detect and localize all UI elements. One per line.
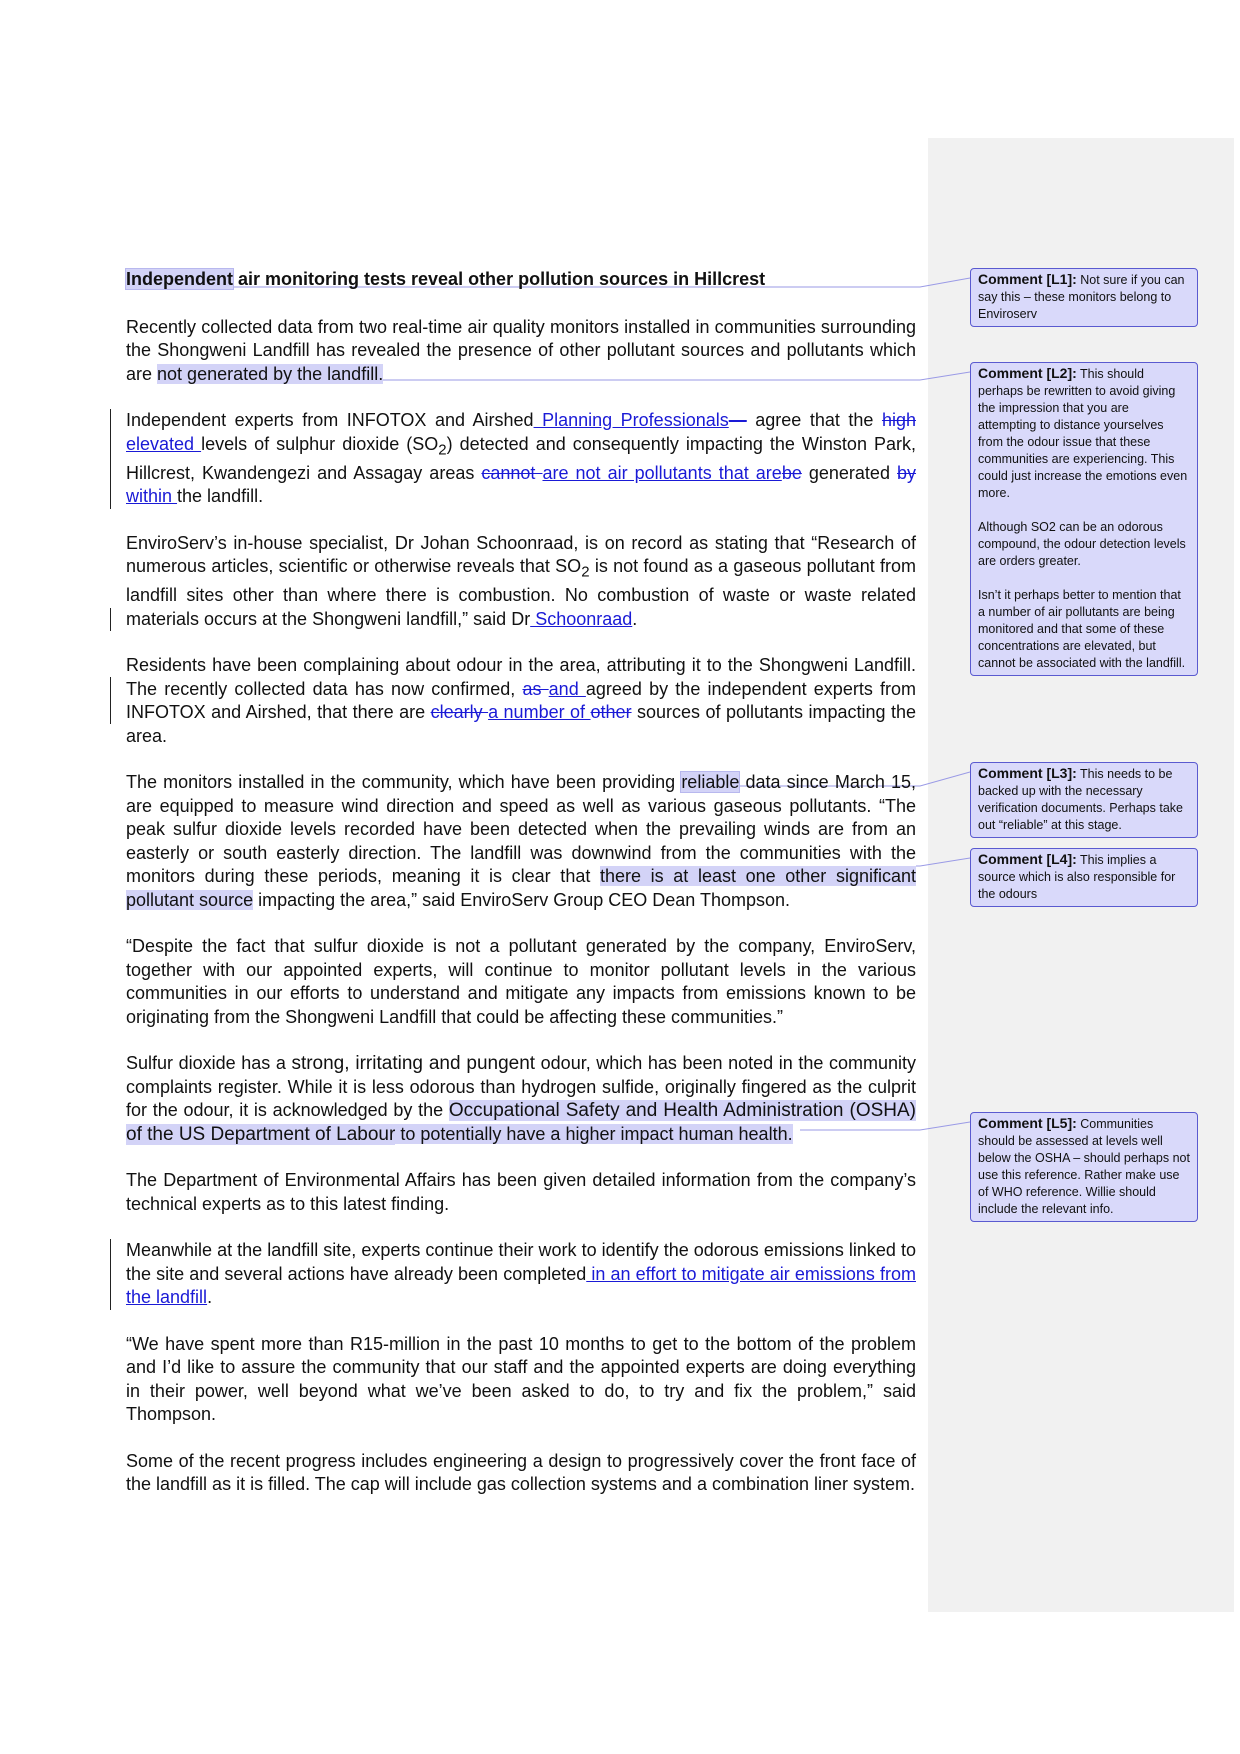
subscript: 2: [581, 563, 590, 581]
article-body: [126, 268, 916, 1520]
paragraph-3: [126, 532, 916, 632]
text-run: levels of sulphur dioxide (SO: [201, 433, 439, 454]
text-run: ) detected and consequently impacting the Winston Park, Hillcrest, Kwandengezi and Assagay areas: [126, 433, 916, 483]
deletion: —: [728, 410, 747, 430]
comment-label: Comment [L2]:: [978, 365, 1077, 381]
comment-label: Comment [L3]:: [978, 765, 1077, 781]
paragraph-8: The Department of Environmental Affairs has been given detailed information from the company’s technical experts as to this latest finding.: [126, 1170, 916, 1214]
text-run: data since March 15, are equipped to measure wind direction and speed as well as various gaseous pollutants. “The peak sulfur dioxide levels recorded have been detected when the prevailing winds are from an easterly or south easterly direction. The landfill was downwind from the communities with the monitors during these periods, meaning it is clear that: [126, 772, 916, 887]
text-run: is not found as a gaseous pollutant from landfill sites other than where there is combustion. No combustion of waste or waste related materials occurs at the Shongweni landfill,” said Dr: [126, 556, 917, 629]
paragraph-11: Some of the recent progress includes engineering a design to progressively cover the front face of the landfill as it is filled. The cap will include gas collection systems and a combination liner system.: [126, 1450, 916, 1495]
text-run: the landfill.: [177, 486, 264, 507]
text-run: sources of pollutants impacting the area.: [126, 702, 917, 746]
paragraph-1-text: Recently collected data from two real-time air quality monitors installed in communities surrounding the Shongweni Landfill has revealed the presence of other pollutant sources and pollutants which are: [126, 316, 916, 384]
deletion: clearly: [430, 702, 489, 723]
text-run: agree that the: [746, 410, 882, 430]
comment-text: This needs to be backed up with the necessary verification documents. Perhaps take out “reliable” at this stage.: [978, 767, 1183, 832]
highlight-osha: Occupational Safety and Health Administration (OSHA) of the US Department of Labour: [126, 1100, 916, 1145]
insertion: within: [126, 486, 178, 507]
insertion: and: [548, 678, 586, 699]
paragraph-6: “Despite the fact that sulfur dioxide is not a pollutant generated by the company, EnviroServ, together with our appointed experts, will continue to monitor pollutant levels in the various communities in our efforts to understand and mitigate any impacts from emissions known to be originating from the Shongweni Landfill that could be affecting these communities.”: [126, 936, 916, 1027]
deletion: by: [897, 462, 917, 483]
text-run: Meanwhile at the landfill site, experts continue their work to identify the odorous emissions linked to the site and several actions have already been completed: [126, 1240, 916, 1284]
deletion: cannot: [481, 462, 543, 483]
paragraph-4: [126, 654, 916, 748]
comment-l5[interactable]: [970, 1112, 1198, 1222]
highlight-pollutant-source: there is at least one other significant pollutant source: [126, 866, 916, 910]
comment-l3[interactable]: [970, 762, 1198, 838]
text-run: Sulfur dioxide has a: [126, 1053, 292, 1074]
insertion: Schoonraad: [530, 608, 633, 629]
subscript: 2: [438, 441, 447, 459]
text-run: odour, which has been noted in the community complaints register. While it is less odorous than hydrogen sulfide, originally fingered as the culprit for the odour, it is acknowledged by the: [126, 1053, 916, 1121]
text-run: Residents have been complaining about odour in the area, attributing it to the Shongweni Landfill. The recently collected data has now confirmed,: [126, 655, 916, 699]
change-bar: [110, 677, 111, 724]
comment-l1[interactable]: [970, 268, 1198, 327]
deletion: other: [590, 702, 632, 723]
comment-text: Not sure if you can say this – these monitors belong to Enviroserv: [978, 273, 1185, 321]
highlight-reliable: reliable: [681, 772, 740, 793]
insertion: in an effort to mitigate air emissions from the landfill: [126, 1263, 916, 1308]
highlight-osha-rest: to potentially have a higher impact human health.: [395, 1123, 793, 1144]
text-run: impacting the area,” said EnviroServ Group CEO Dean Thompson.: [253, 889, 791, 910]
paragraph-2: [126, 409, 916, 509]
insertion: Planning Professionals: [533, 410, 729, 430]
paragraph-10: “We have spent more than R15-million in the past 10 months to get to the bottom of the problem and I’d like to assure the community that our staff and the appointed experts are doing everything in their power, well beyond what we’ve been asked to do, to try and fix the problem,” said Thompson.: [126, 1333, 916, 1425]
title-highlight: Independent: [126, 269, 233, 289]
comment-text: Communities should be assessed at levels well below the OSHA – should perhaps not use this reference. Rather make use of WHO reference. Willie should include the relevant info.: [978, 1117, 1190, 1216]
text-run: Independent experts from INFOTOX and Airshed: [126, 410, 534, 430]
deletion: high: [881, 410, 916, 430]
paragraph-1: [126, 316, 916, 387]
change-bar: [110, 409, 111, 509]
insertion: a number of: [488, 702, 591, 723]
paragraph-7: [126, 1052, 916, 1146]
text-run: EnviroServ’s in-house specialist, Dr Johan Schoonraad, is on record as stating that “Research of numerous articles, scientific or otherwise reveals that SO: [126, 532, 916, 577]
deletion: be: [781, 462, 802, 483]
text-run-large: strong, irritating and pungent: [291, 1053, 536, 1075]
text-run: .: [207, 1287, 213, 1308]
comment-label: Comment [L5]:: [978, 1115, 1077, 1131]
comment-text: Isn’t it perhaps better to mention that a number of air pollutants are being monitored and that some of these concentrations are elevated, but cannot be associated with the landfill.: [978, 588, 1186, 670]
change-bar: [110, 1239, 111, 1310]
comment-text: This implies a source which is also responsible for the odours: [978, 853, 1176, 901]
change-bar: [110, 608, 111, 631]
text-run: The monitors installed in the community, which have been providing: [126, 772, 682, 793]
text-run: .: [632, 608, 638, 629]
paragraph-9: [126, 1239, 916, 1310]
comment-text: Although SO2 can be an odorous compound, the odour detection levels are orders greater.: [978, 520, 1186, 568]
paragraph-5: [126, 771, 916, 912]
title-text: air monitoring tests reveal other pollution sources in Hillcrest: [233, 269, 766, 289]
text-run: generated: [801, 462, 897, 483]
insertion: are not air pollutants that are: [542, 462, 782, 483]
comment-label: Comment [L4]:: [978, 851, 1077, 867]
comment-label: Comment [L1]:: [978, 271, 1077, 287]
comment-l4[interactable]: [970, 848, 1198, 907]
comment-l2[interactable]: [970, 362, 1198, 676]
text-run: agreed by the independent experts from INFOTOX and Airshed, that there are: [126, 678, 916, 723]
article-title: [126, 268, 916, 292]
deletion: as: [522, 678, 549, 699]
insertion: elevated: [126, 433, 202, 454]
comment-text: This should perhaps be rewritten to avoid giving the impression that you are attempting to distance yourselves from the odour issue that these communities are experiencing. This could just increase the emotions even more.: [978, 367, 1188, 500]
highlight-not-generated: not generated by the landfill.: [157, 363, 384, 384]
